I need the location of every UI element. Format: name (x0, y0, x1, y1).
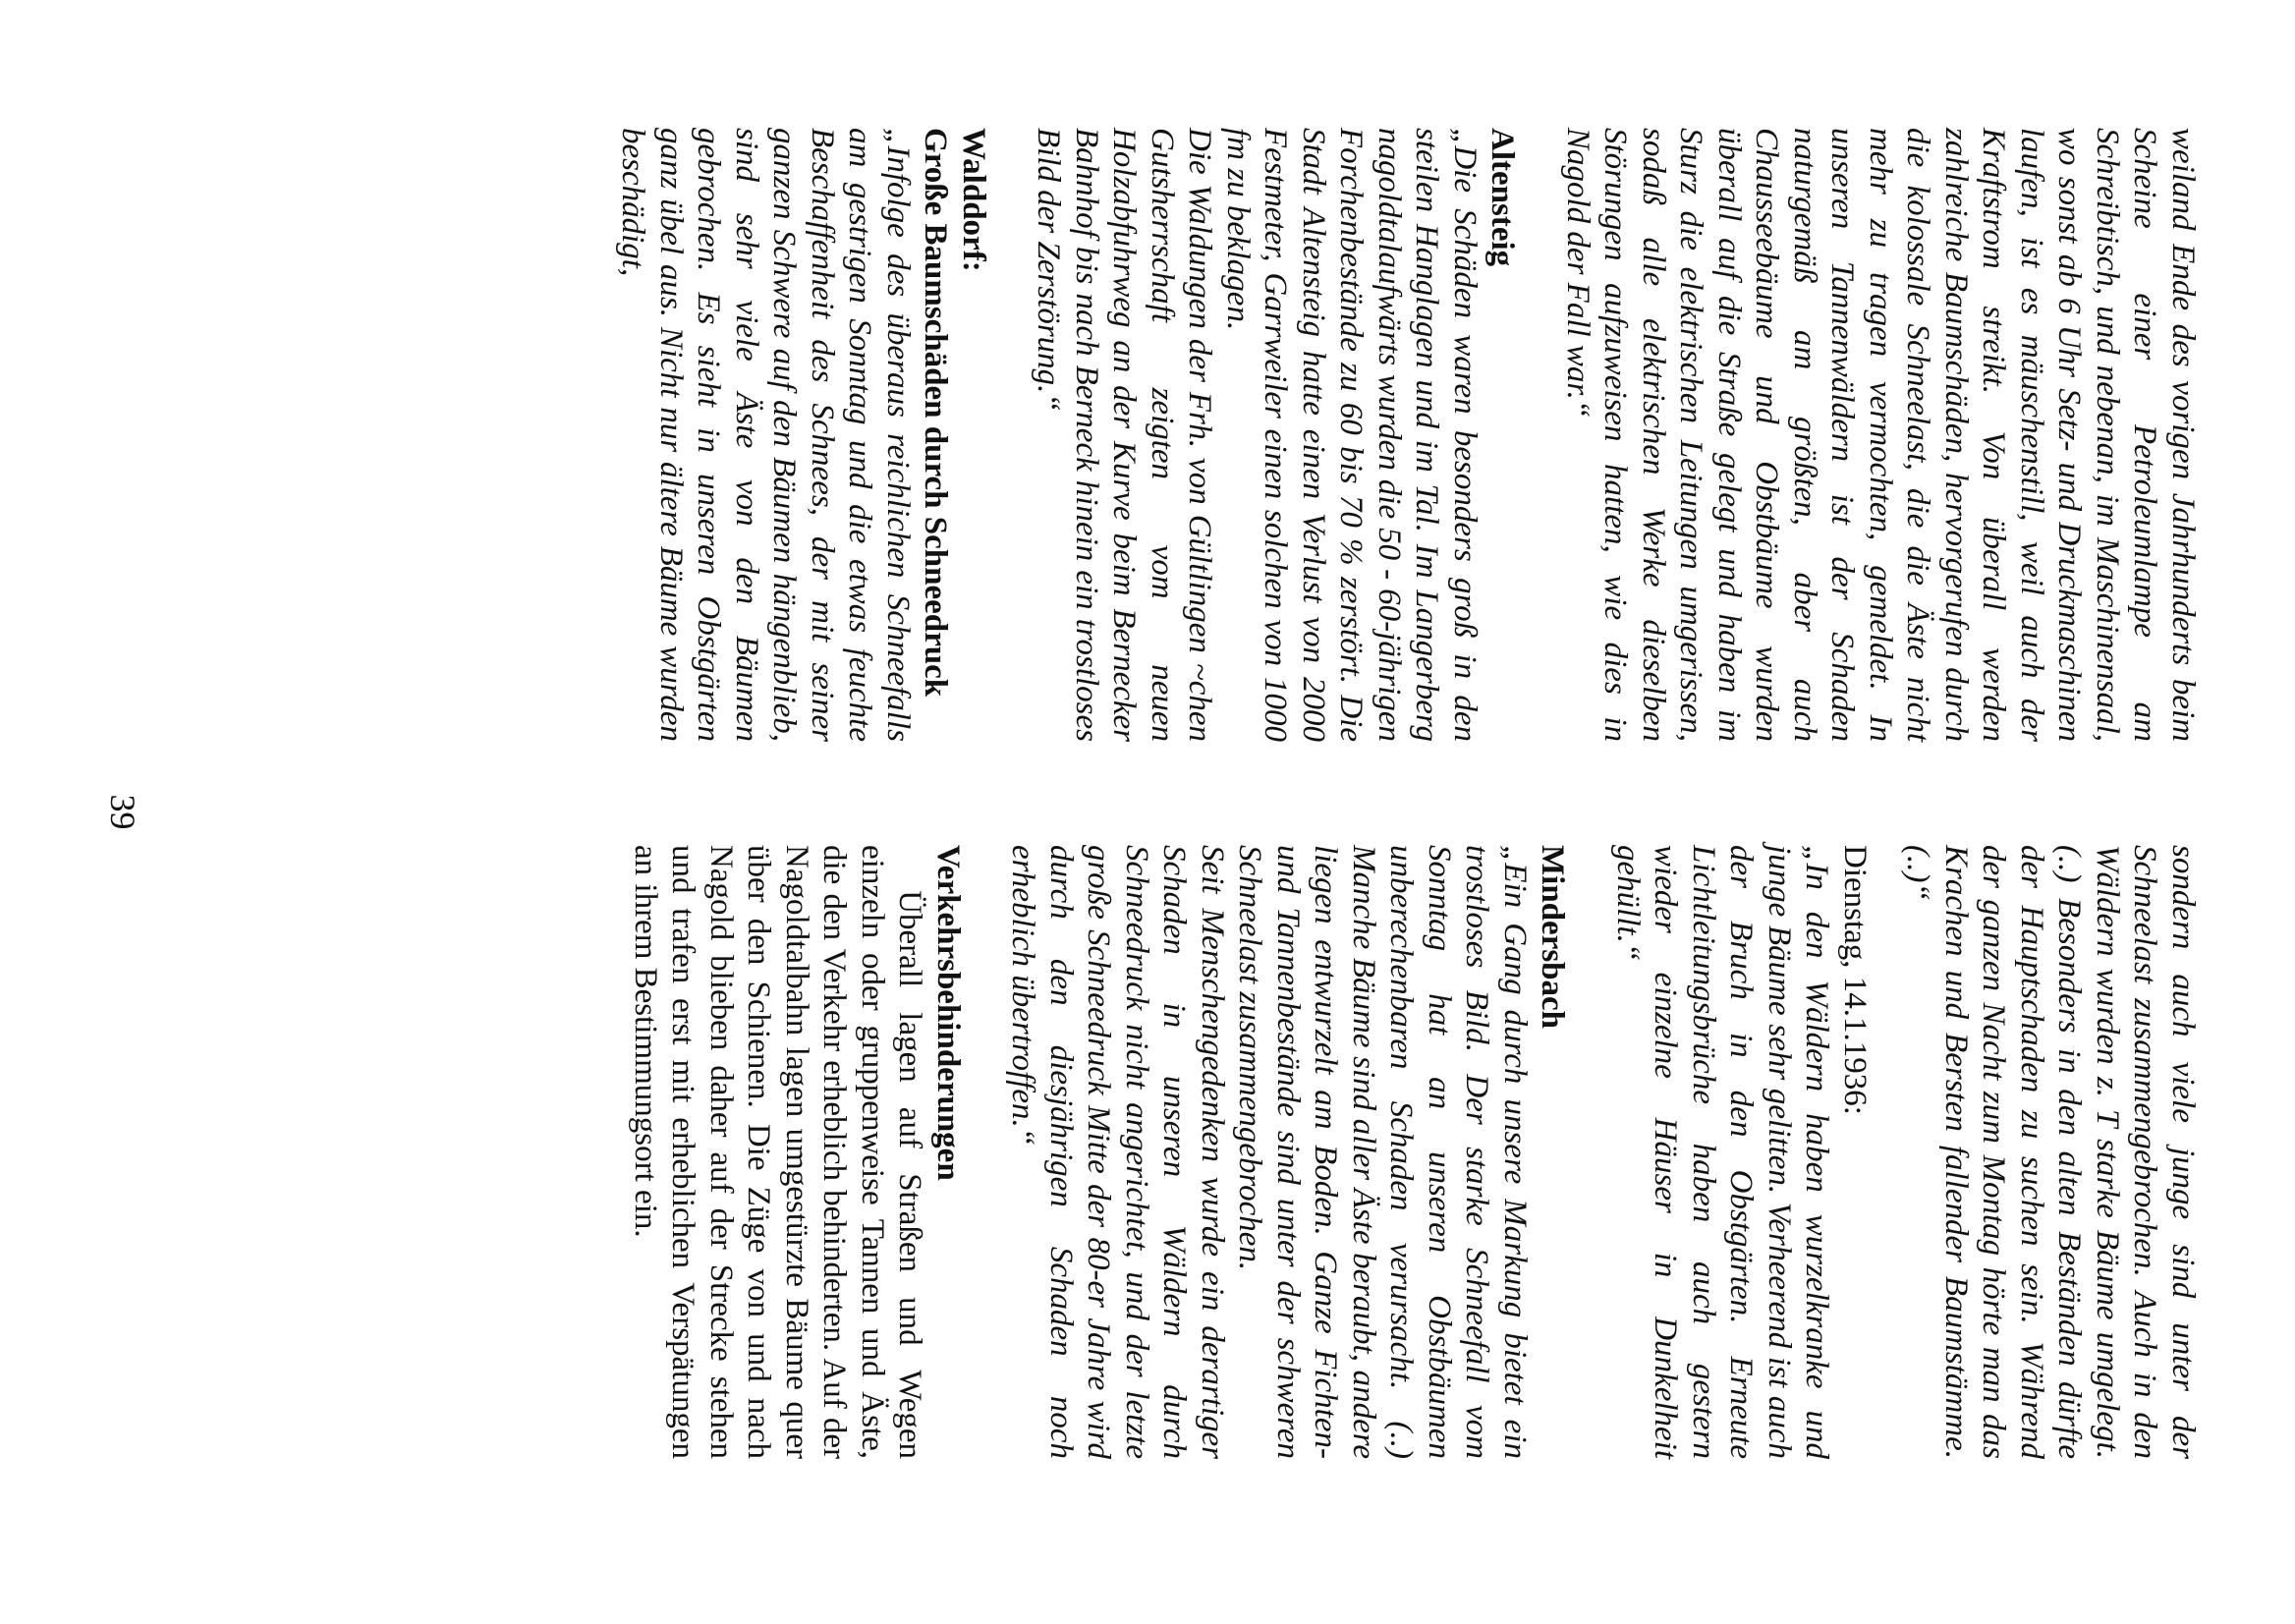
page-number: 39 (103, 794, 142, 830)
left-text-column (614, 128, 2202, 742)
heading-altensteig: Altensteig (1484, 128, 1521, 267)
subheading-walddorf: Große Baumschäden durch Schneedruck (918, 128, 954, 698)
paragraph-snow-pressure-history: Seit Menschengedenken wurde ein derartiger Schaden in unseren Wäldern durch Schneedruck nicht angerichtet, und der letzte große Schneedruck Mitte der 80-er Jahre wird durch den diesjährigen Schaden noch erheblich übertroffen.“ (1005, 845, 1230, 1459)
paragraph-gueltlingen-forest: Die Waldungen der Frh. von Gültlingen ~chen Gutsherrschaft zeigten vom neuen Holzabfuhrweg an der Kurve beim Bernecker Bahnhof bis nach Berneck hinein ein trostloses Bild der Zerstörung.“ (1031, 128, 1218, 742)
heading-walddorf: Walddorf: (956, 128, 991, 272)
heading-traffic: Verkehrsbehinderungen (930, 845, 966, 1181)
date-line: Dienstag, 14.1.1936: (1837, 845, 1873, 1115)
paragraph-forest-damage: „In den Wäldern haben wurzelkranke und junge Bäume sehr gelitten. Verheerend ist auch der Bruch in den Obstgärten. Erneute Lichtleitungsbrüche haben auch gestern wieder einzelne Häuser in Dunkelheit gehüllt.“ (1610, 845, 1835, 1459)
paragraph-mindersbach-report: „Ein Gang durch unsere Markung bietet ein trostloses Bild. Der starke Schneefall vom Sonntag hat an unseren Obstbäumen unberechenbaren Schaden verursacht. (..) Manche Bäume sind aller Äste beraubt, andere liegen entwurzelt am Boden. Ganze Fichten- und Tannenbestände sind unter der schweren Schneelast zusammengebrochen. (1232, 845, 1533, 1459)
paragraph-nagold-report: weiland Ende des vorigen Jahrhunderts beim Scheine einer Petroleumlampe am Schreibtisch, und nebenan, im Maschinensaal, wo sonst ab 6 Uhr Setz- und Druckmaschinen laufen, ist es mäuschenstill, weil auch der Kraftstrom streikt. Von überall werden zahlreiche Baumschäden, hervorgerufen durch die kolossale Schneelast, die die Äste nicht mehr zu tragen vermochten, gemeldet. In unseren Tannenwäldern ist der Schaden naturgemäß am größten, aber auch Chausseebäume und Obstbäume wurden überall auf die Straße gelegt und haben im Sturz die elektrischen Leitungen umgerissen, sodaß alle elektrischen Werke dieselben Störungen aufzuweisen hatten, wie dies in Nagold der Fall war.“ (1560, 128, 2201, 742)
paragraph-traffic: Überall lagen auf Straßen und Wegen einzeln oder gruppenweise Tannen und Äste, die den Verkehr erheblich behinderten. Auf der Nagoldtalbahn lagen umgestürzte Bäume quer über den Schienen. Die Züge von und nach Nagold blieben daher auf der Strecke stehen und trafen erst mit erheblichen Verspätungen an ihrem Bestimmungsort ein. (628, 845, 928, 1459)
paragraph-young-trees: sondern auch viele junge sind unter der Schneelast zusammengebrochen. Auch in den Wäldern wurden z. T starke Bäume umgelegt. (..) Besonders in den alten Beständen dürfte der Hauptschaden zu suchen sein. Während der ganzen Nacht zum Montag hörte man das Krachen und Bersten fallender Baumstämme. (..)“ (1900, 845, 2201, 1459)
paragraph-altensteig-damage: „Die Schäden waren besonders groß in den steilen Hanglagen und im Tal. Im Langerberg nagoldtalaufwärts wurden die 50 - 60-jährigen Forchenbestände zu 60 bis 70 % zerstört. Die Stadt Altensteig hatte einen Verlust von 2000 Festmeter, Garrweiler einen solchen von 1000 fm zu beklagen. (1220, 128, 1483, 742)
heading-mindersbach: Mindersbach (1535, 845, 1571, 1030)
paragraph-walddorf-snow: „Infolge des überaus reichlichen Schneefalls am gestrigen Sonntag und die etwas feuchte Beschaffenheit des Schnees, der mit seiner ganzen Schwere auf den Bäumen hängenblieb, sind sehr viele Äste von den Bäumen gebrochen. Es sieht in unseren Obstgärten ganz übel aus. Nicht nur ältere Bäume wurden beschädigt, (615, 128, 916, 742)
right-text-column (627, 845, 2203, 1459)
